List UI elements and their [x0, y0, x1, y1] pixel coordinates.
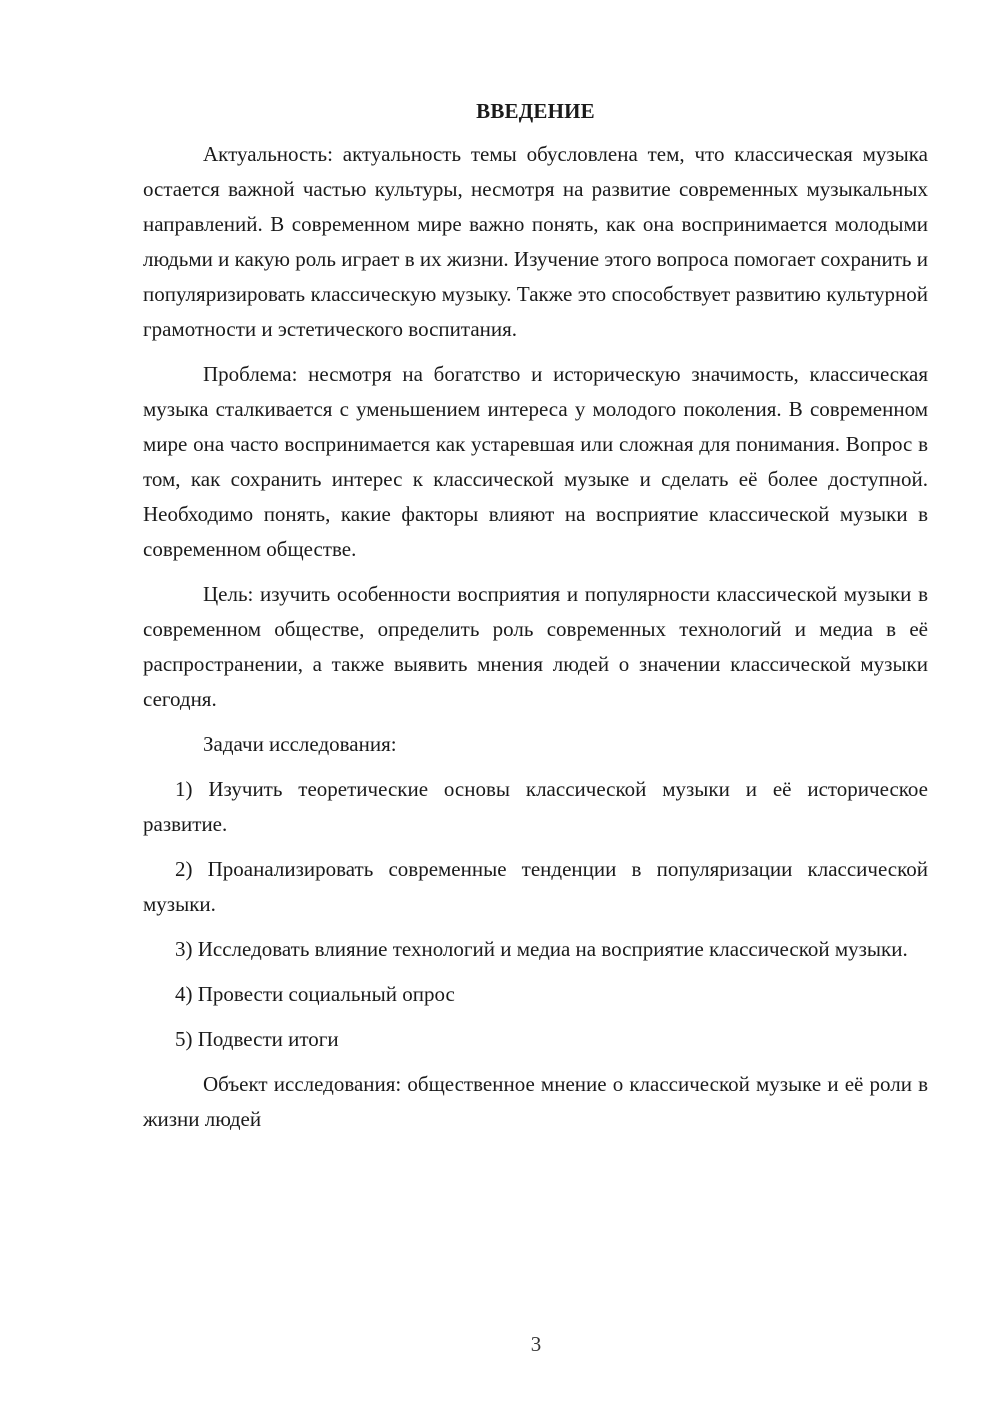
list-item: 3) Исследовать влияние технологий и медиа на восприятие классической музыки.: [175, 937, 908, 961]
page-content: [143, 94, 928, 1147]
tasks-list: [143, 772, 928, 1057]
paragraph-goal: Цель: изучить особенности восприятия и популярности классической музыки в современном обществе, определить роль современных технологий и медиа в её распространении, а также выявить мнения людей о значении классической музыки сегодня.: [143, 582, 928, 711]
paragraph-object: Объект исследования: общественное мнение о классической музыке и её роли в жизни людей: [143, 1072, 928, 1131]
page-title: ВВЕДЕНИЕ: [476, 99, 595, 123]
paragraph-problem: Проблема: несмотря на богатство и историческую значимость, классическая музыка сталкивается с уменьшением интереса у молодого поколения. В современном мире она часто воспринимается как устаревшая или сложная для понимания. Вопрос в том, как сохранить интерес к классической музыке и сделать её более доступной. Необходимо понять, какие факторы влияют на восприятие классической музыки в современном обществе.: [143, 362, 928, 561]
list-item: 4) Провести социальный опрос: [175, 982, 455, 1006]
paragraph-relevance: Актуальность: актуальность темы обусловлена тем, что классическая музыка остается важной частью культуры, несмотря на развитие современных музыкальных направлений. В современном мире важно понять, как она воспринимается молодыми людьми и какую роль играет в их жизни. Изучение этого вопроса помогает сохранить и популяризировать классическую музыку. Также это способствует развитию культурной грамотности и эстетического воспитания.: [143, 142, 928, 341]
list-item: 2) Проанализировать современные тенденции в популяризации классической музыки.: [143, 857, 928, 916]
page-number: 3: [530, 1332, 542, 1356]
tasks-title: Задачи исследования:: [203, 732, 397, 756]
list-item: 1) Изучить теоретические основы классической музыки и её историческое развитие.: [143, 777, 928, 836]
list-item: 5) Подвести итоги: [175, 1027, 339, 1051]
